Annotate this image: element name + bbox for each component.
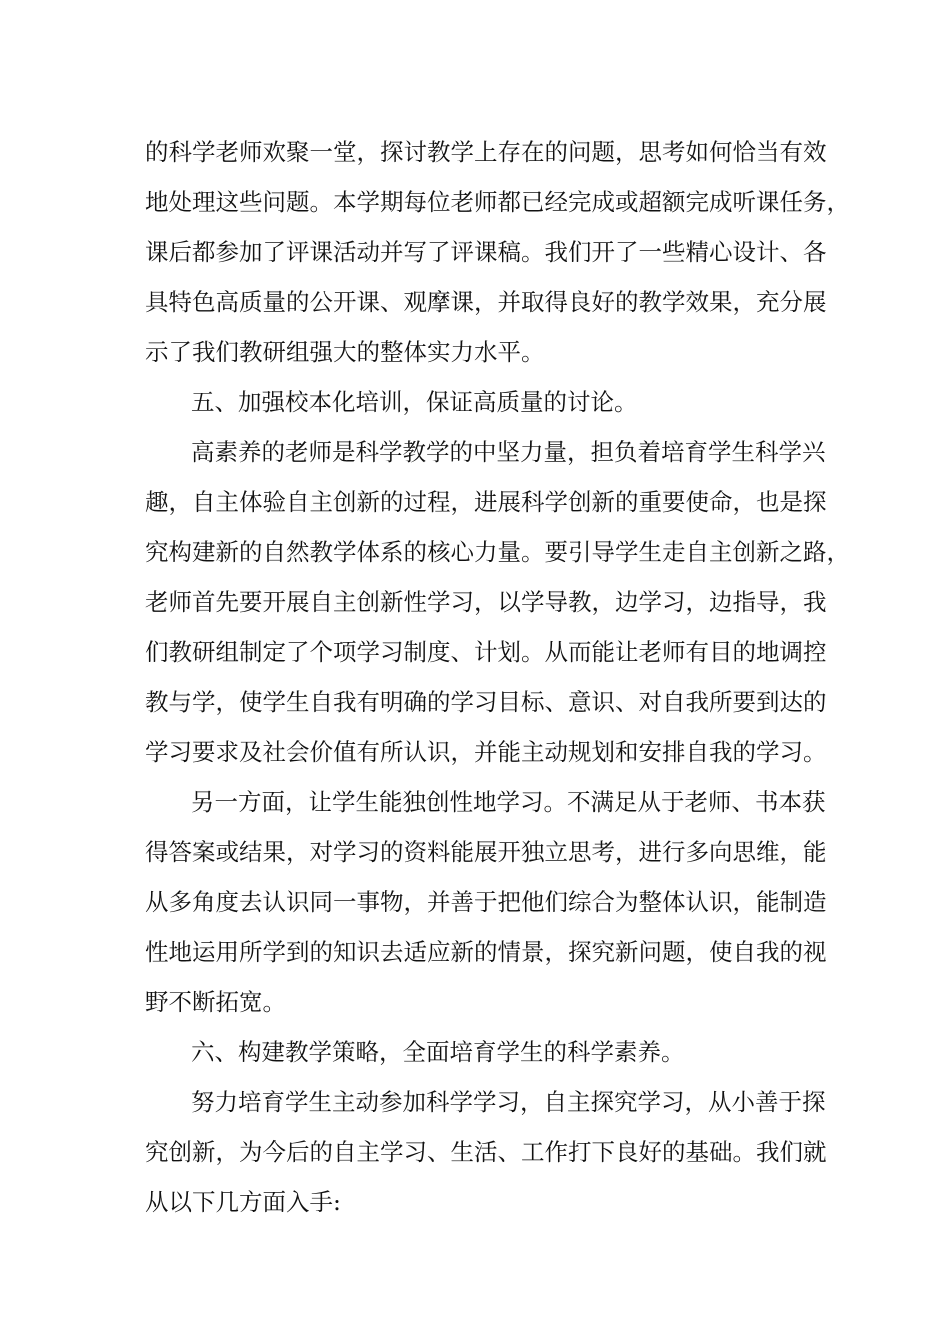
paragraph-line: 努力培育学生主动参加科学学习，自主探究学习，从小善于探 bbox=[191, 1088, 826, 1116]
paragraph-line: 们教研组制定了个项学习制度、计划。从而能让老师有目的地调控 bbox=[145, 638, 827, 666]
section-heading: 六、构建教学策略，全面培育学生的科学素养。 bbox=[191, 1038, 685, 1066]
paragraph-line: 老师首先要开展自主创新性学习，以学导教，边学习，边指导，我 bbox=[145, 588, 827, 616]
paragraph-line: 示了我们教研组强大的整体实力水平。 bbox=[145, 338, 545, 366]
paragraph-line: 得答案或结果，对学习的资料能展开独立思考，进行多向思维，能 bbox=[145, 838, 827, 866]
paragraph-line: 另一方面，让学生能独创性地学习。不满足从于老师、书本获 bbox=[191, 788, 826, 816]
paragraph-line: 学习要求及社会价值有所认识，并能主动规划和安排自我的学习。 bbox=[145, 738, 827, 766]
paragraph-line: 从多角度去认识同一事物，并善于把他们综合为整体认识，能制造 bbox=[145, 888, 827, 916]
paragraph-line: 地处理这些问题。本学期每位老师都已经完成或超额完成听课任务， bbox=[145, 188, 850, 216]
paragraph-line: 野不断拓宽。 bbox=[145, 988, 286, 1016]
paragraph-line: 课后都参加了评课活动并写了评课稿。我们开了一些精心设计、各 bbox=[145, 238, 827, 266]
paragraph-line: 究构建新的自然教学体系的核心力量。要引导学生走自主创新之路， bbox=[145, 538, 850, 566]
paragraph-line: 教与学，使学生自我有明确的学习目标、意识、对自我所要到达的 bbox=[145, 688, 827, 716]
paragraph-line: 究创新，为今后的自主学习、生活、工作打下良好的基础。我们就 bbox=[145, 1138, 827, 1166]
paragraph-line: 性地运用所学到的知识去适应新的情景，探究新问题，使自我的视 bbox=[145, 938, 827, 966]
paragraph-line: 的科学老师欢聚一堂，探讨教学上存在的问题，思考如何恰当有效 bbox=[145, 138, 827, 166]
paragraph-line: 从以下几方面入手: bbox=[145, 1188, 341, 1216]
paragraph-line: 具特色高质量的公开课、观摩课，并取得良好的教学效果，充分展 bbox=[145, 288, 827, 316]
paragraph-line: 高素养的老师是科学教学的中坚力量，担负着培育学生科学兴 bbox=[191, 438, 826, 466]
paragraph-line: 趣，自主体验自主创新的过程，进展科学创新的重要使命，也是探 bbox=[145, 488, 827, 516]
section-heading: 五、加强校本化培训，保证高质量的讨论。 bbox=[191, 388, 638, 416]
